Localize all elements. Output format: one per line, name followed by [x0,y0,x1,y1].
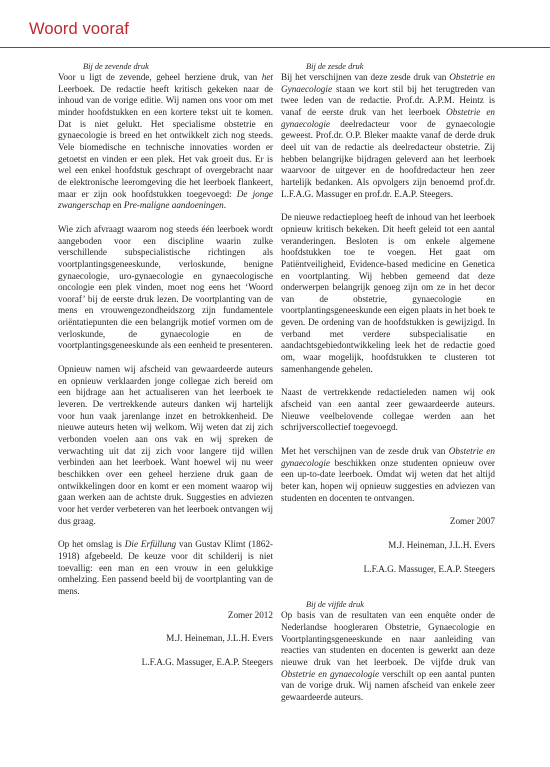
right-paragraph-4 [281,446,495,504]
italic-run: Die Erfüllung [124,539,177,550]
text-run: Op basis van de resultaten van een enquête onder de Nederlandse hoogleraren Obstetrie, Gynaecologie en Voortplantingsgeneeskunde en naar aanleiding van reacties van studenten en docenten is gewerkt aan deze nieuwe druk van het leerboek. De vijfde druk van [281,610,495,667]
right-column [281,61,495,716]
heading-zesde-druk: Bij de zesde druk [306,62,364,71]
right-paragraph-5 [281,610,495,703]
italic-run: Obstetrie en gynaecologie [281,106,495,129]
page-title: Woord vooraf [29,20,129,38]
text-run: Bij het verschijnen van deze zesde druk van [281,72,450,82]
text-run: Voor u ligt de zevende, geheel herziene druk, van [58,72,262,82]
text-run: van Gustav Klimt (1862-1918) afgebeeld. De keuze voor dit schilderij is niet toevallig: een man en een vrouw in een gelukkige omhelzing. Een passend beeld bij de voortplanting van de mens. [58,539,273,596]
signature-date: Zomer 2012 [227,609,273,620]
italic-run: Pre-maligne aandoeningen [123,200,224,211]
signature-names-1: M.J. Heineman, J.L.H. Evers [166,633,273,644]
text-run: beschikken onze studenten opnieuw over een up-to-date leerboek. Omdat wij weten dat het altijd beter kan, hopen wij opnieuw suggesties en adviezen van studenten en docenten te ontvangen. [281,457,495,503]
italic-run: het [261,72,273,82]
left-paragraph-2: Wie zich afvraagt waarom nog steeds één leerboek wordt aangeboden voor een discipline waarin zulke verschillende subspecialistische richtingen als voortplantingsgeneeskunde, verloskunde, benigne gynaecologie, uro-gynaecologie en gynaecologische oncologie een plek vinden, moet nog eens het ‘Woord vooraf’ bij de eerste druk lezen. De voortplanting van de mens en vrouwengezondheidszorg zijn fundamentele oriëntatiepunten die een belangrijk motief vormen om de verloskunde, de gynaecologie en de voortplantingsgeneeskunde als een eenheid te presenteren. [58,223,273,351]
signature-names-1: M.J. Heineman, J.L.H. Evers [388,539,495,550]
text-run: Met het verschijnen van de zesde druk van [281,446,449,457]
signature-date: Zomer 2007 [449,516,495,527]
text-run: verschilt op een aantal punten van de vorige druk. Wij namen afscheid van enkele zeer gewaardeerde auteurs. [281,668,495,702]
text-run: Leerboek. De redactie heeft kritisch gekeken naar de inhoud van de vorige editie. Wij namen ons voor om met minder hoofdstukken en een kortere tekst uit te komen. Dat is niet gelukt. Het specialisme obstetrie en gynaecologie is breed en het ontwikkelt zich nog steeds. Vele biomedische en technische innovaties worden er getoetst en vinden er een plek. Het vak groeit dus. Er is wel een enkel hoofdstuk geschrapt of overgebracht naar de elektronische leeromgeving die het leerboek flankeert, maar er zijn ook hoofdstukken toegevoegd: [58,83,273,199]
text-run: staan we kort stil bij het terugtreden van twee leden van de redactie. Prof.dr. A.P.M. Heintz is vanaf de eerste druk van het leerboek [281,83,495,117]
text-run: Op het omslag is [58,539,125,550]
text-run: . [223,200,227,211]
text-run: deelredacteur voor de gynaecologie geweest. Prof.dr. O.P. Bleker maakte vanaf de derde druk deel uit van de redactie als deelredacteur obstetrie. Zij hebben belangrijke bijdragen geleverd aan het leerboek waarvoor de uitgever en de hoofdredacteur hen zeer hartelijk bedanken. Als opvolgers zijn benoemd prof.dr. L.F.A.G. Massuger en prof.dr. E.A.P. Steegers. [281,118,495,199]
right-paragraph-3: Naast de vertrekkende redactieleden namen wij ook afscheid van een aantal zeer gewaardeerde auteurs. Nieuwe veelbelovende collegae werden aan het schrijverscollectief toegevoegd. [281,387,495,433]
heading-vijfde-druk: Bij de vijfde druk [306,600,364,610]
italic-run: Obstetrie en gynaecologie [281,446,495,468]
text-run: en [110,200,124,211]
italic-run: De jonge zwangerschap [58,188,274,211]
left-paragraph-3: Opnieuw namen wij afscheid van gewaardeerde auteurs en opnieuw verklaarden jonge collegae zich bereid om een bijdrage aan het actualiseren van het leerboek te leveren. De vertrekkende auteurs danken wij hartelijk voor hun vaak jarenlange inzet en betrokkenheid. De nieuwe auteurs heten wij welkom. Wij weten dat zij zich verbonden voelen aan ons vak en wij spreken de verwachting uit dat zij zich voor langere tijd willen verbinden aan het leerboek. Want hoewel wij nu weer beschikken over een geheel herziene druk gaan de ontwikkelingen door en komt er een moment waarop wij gaan werken aan de achtste druk. Suggesties en adviezen voor het verder verbeteren van het leerboek ontvangen wij dus graag. [58,364,273,526]
heading-zevende-druk: Bij de zevende druk [83,62,149,71]
signature-names-2: L.F.A.G. Massuger, E.A.P. Steegers [363,563,495,574]
italic-run: Obstetrie en gynaecologie [281,668,380,679]
title-rule [0,47,550,48]
italic-run: Obstetrie en Gynaecologie [281,72,495,94]
right-paragraph-1 [281,72,495,200]
right-paragraph-2: De nieuwe redactieploeg heeft de inhoud van het leerboek opnieuw kritisch bekeken. Dit heeft geleid tot een aantal veranderingen. Besloten is om enkele algemene hoofdstukken toe te voegen. Het gaat om Patiëntveiligheid, Evidence-based medicine en Genetica en voortplanting. Wij hebben gemeend dat deze onderwerpen belangrijk genoeg zijn om ze in het decor van de obstetrie, gynaecologie en voortplantingsgeneeskunde een eigen plaats in het boek te geven. De ordening van de hoofdstukken is gewijzigd. In verband met verdere subspecialisatie en aandachtsgebiedontwikkeling leek het de redactie goed om, waar mogelijk, hoofdstukken te clusteren tot samenhangende gehelen. [281,212,495,374]
left-paragraph-4 [58,539,273,597]
left-paragraph-1 [58,72,273,212]
spacer [281,587,495,599]
signature-names-2: L.F.A.G. Massuger, E.A.P. Steegers [141,656,273,667]
left-column [58,61,273,681]
